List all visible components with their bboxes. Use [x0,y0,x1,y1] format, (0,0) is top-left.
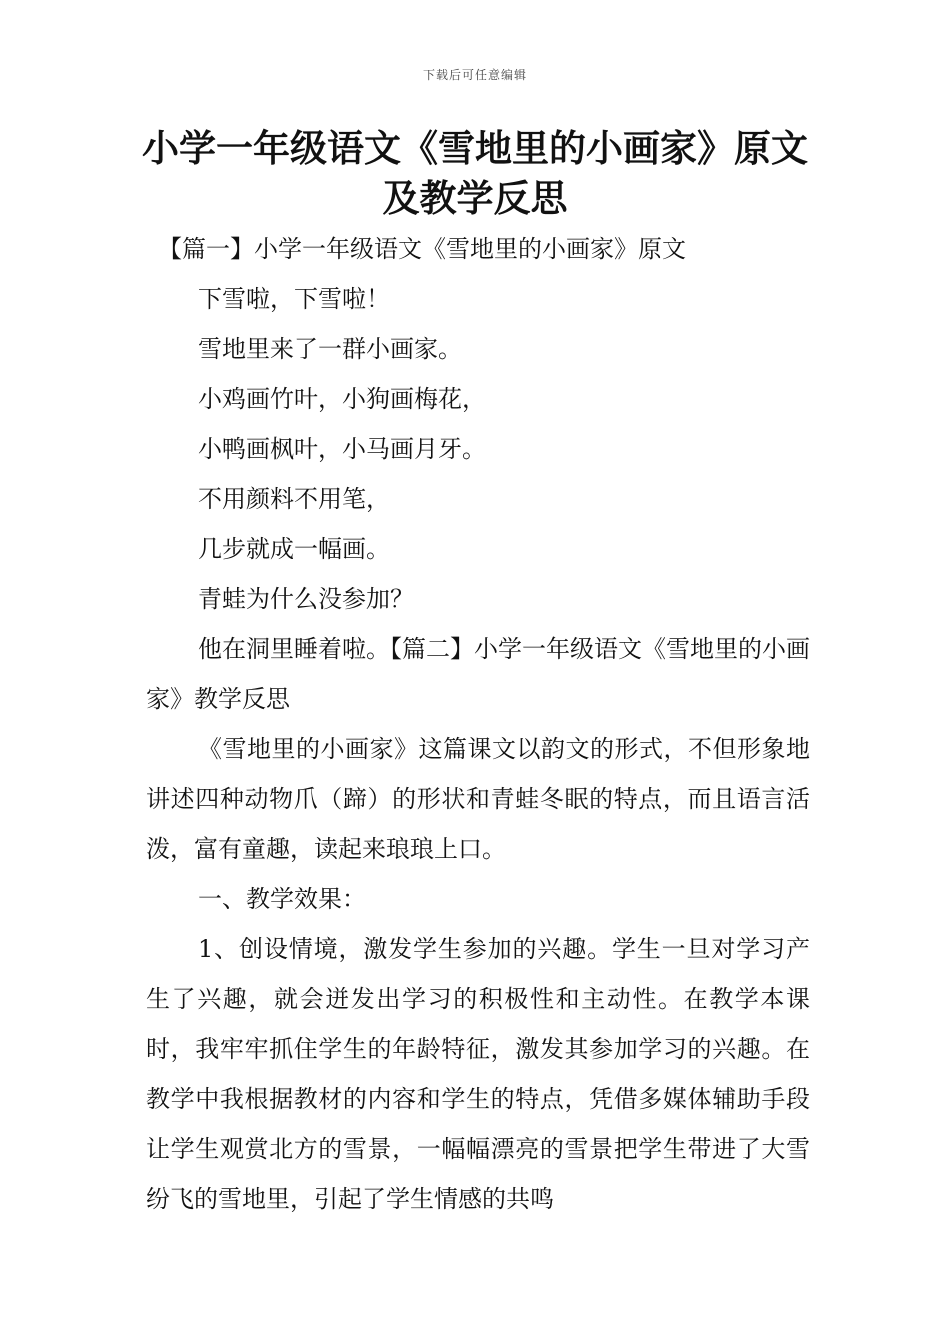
body-paragraph: 1、创设情境，激发学生参加的兴趣。学生一旦对学习产生了兴趣，就会迸发出学习的积极性和主动性。在教学本课时，我牢牢抓住学生的年龄特征，激发其参加学习的兴趣。在教学中我根据教材的内容和学生的特点，凭借多媒体辅助手段让学生观赏北方的雪景，一幅幅漂亮的雪景把学生带进了大雪纷飞的雪地里，引起了学生情感的共鸣 [146,935,810,1213]
poem-line-with-section-heading: 他在洞里睡着啦。【篇二】小学一年级语文《雪地里的小画家》教学反思 [146,635,810,713]
document-title: 小学一年级语文《雪地里的小画家》原文及教学反思 [142,127,808,220]
section-heading-1: 【篇一】小学一年级语文《雪地里的小画家》原文 [158,235,686,263]
poem-line: 不用颜料不用笔， [198,485,390,513]
poem-line: 下雪啦，下雪啦！ [198,285,390,313]
poem-line: 小鸭画枫叶，小马画月牙。 [198,435,486,463]
poem-line: 几步就成一幅画。 [198,535,390,563]
poem-line: 雪地里来了一群小画家。 [198,335,462,363]
poem-line: 青蛙为什么没参加？ [198,585,414,613]
body-paragraph: 《雪地里的小画家》这篇课文以韵文的形式，不但形象地讲述四种动物爪（蹄）的形状和青蛙冬眠的特点，而且语言活泼，富有童趣，读起来琅琅上口。 [146,735,810,863]
document-body [146,224,810,1224]
subsection-heading: 一、教学效果： [198,885,366,913]
header-note: 下载后可任意编辑 [422,68,527,82]
poem-line: 小鸡画竹叶，小狗画梅花， [198,385,486,413]
